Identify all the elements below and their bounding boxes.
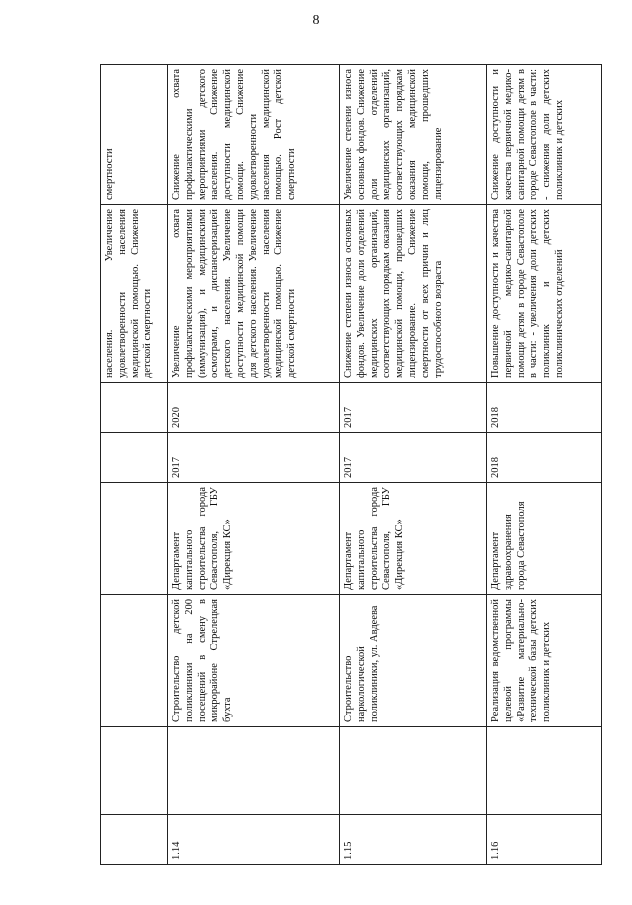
start-year-cell: [101, 433, 168, 483]
end-year-cell: 2018: [487, 383, 602, 433]
end-year-cell: [101, 383, 168, 433]
blank-cell: [168, 727, 340, 815]
row-number: 1.15: [340, 815, 487, 865]
executor-cell: [101, 483, 168, 595]
measure-cell: [101, 595, 168, 727]
start-year-cell: 2017: [168, 433, 340, 483]
consequences-cell: смертности: [101, 65, 168, 205]
end-year-cell: 2020: [168, 383, 340, 433]
consequences-cell: Увеличение степени износа основных фондов. Снижение доли отделений медицинских организаций, соответствующих порядкам оказания медицинской помощи, прошедших лицензирование: [340, 65, 487, 205]
blank-cell: [487, 727, 602, 815]
start-year-cell: 2018: [487, 433, 602, 483]
executor-cell: Департамент капитального строительства города Севастополя, ГБУ «Дирекция КС»: [168, 483, 340, 595]
consequences-cell: Снижение охвата профилактическими мероприятиями детского населения. Снижение доступности медицинской помощи. Снижение удовлетворенности населения медицинской помощью. Рост детской смертности: [168, 65, 340, 205]
row-number: 1.14: [168, 815, 340, 865]
measure-cell: Строительство наркологической поликлиники, ул. Авдеева: [340, 595, 487, 727]
row-number: 1.16: [487, 815, 602, 865]
table-row: [487, 65, 602, 865]
expected-result-cell: населения. Увеличение удовлетворенности населения медицинской помощью. Снижение детской смертности: [101, 205, 168, 383]
end-year-cell: 2017: [340, 383, 487, 433]
measure-cell: Реализация ведомственной целевой программы «Развитие материально-технической базы детских поликлиник и детских: [487, 595, 602, 727]
blank-cell: [101, 727, 168, 815]
consequences-cell: Снижение доступности и качества первичной медико-санитарной помощи детям в городе Севастополе в части: - снижения доли детских поликлиник и детских: [487, 65, 602, 205]
expected-result-cell: Снижение степени износа основных фондов. Увеличение доли отделений медицинских организаций, соответствующих порядкам оказания медицинской помощи, прошедших лицензирование. Снижение смертности от всех причин и лиц трудоспособного возраста: [340, 205, 487, 383]
page-number: 8: [312, 13, 320, 28]
table-row: [340, 65, 487, 865]
start-year-cell: 2017: [340, 433, 487, 483]
table-row: [168, 65, 340, 865]
measure-cell: Строительство детской поликлиники на 200 посещений в смену в микрорайоне Стрелецкая бухта: [168, 595, 340, 727]
measures-table: [100, 64, 602, 865]
executor-cell: Департамент здравоохранения города Севастополя: [487, 483, 602, 595]
table-row: [101, 65, 168, 865]
expected-result-cell: Повышение доступности и качества первичной медико-санитарной помощи детям в городе Севастополе в части: - увеличения доли детских поликлиник и детских поликлинических отделений: [487, 205, 602, 383]
expected-result-cell: Увеличение охвата профилактическими мероприятиями (иммунизация), и медицинскими осмотрами, и диспансеризацией детского населения. Увеличение доступности медицинской помощи для детского населения. Увеличение удовлетворенности населения медицинской помощью. Снижение детской смертности: [168, 205, 340, 383]
blank-cell: [340, 727, 487, 815]
executor-cell: Департамент капитального строительства города Севастополя, ГБУ «Дирекция КС»: [340, 483, 487, 595]
rotated-table-container: [100, 65, 610, 865]
row-number: [101, 815, 168, 865]
